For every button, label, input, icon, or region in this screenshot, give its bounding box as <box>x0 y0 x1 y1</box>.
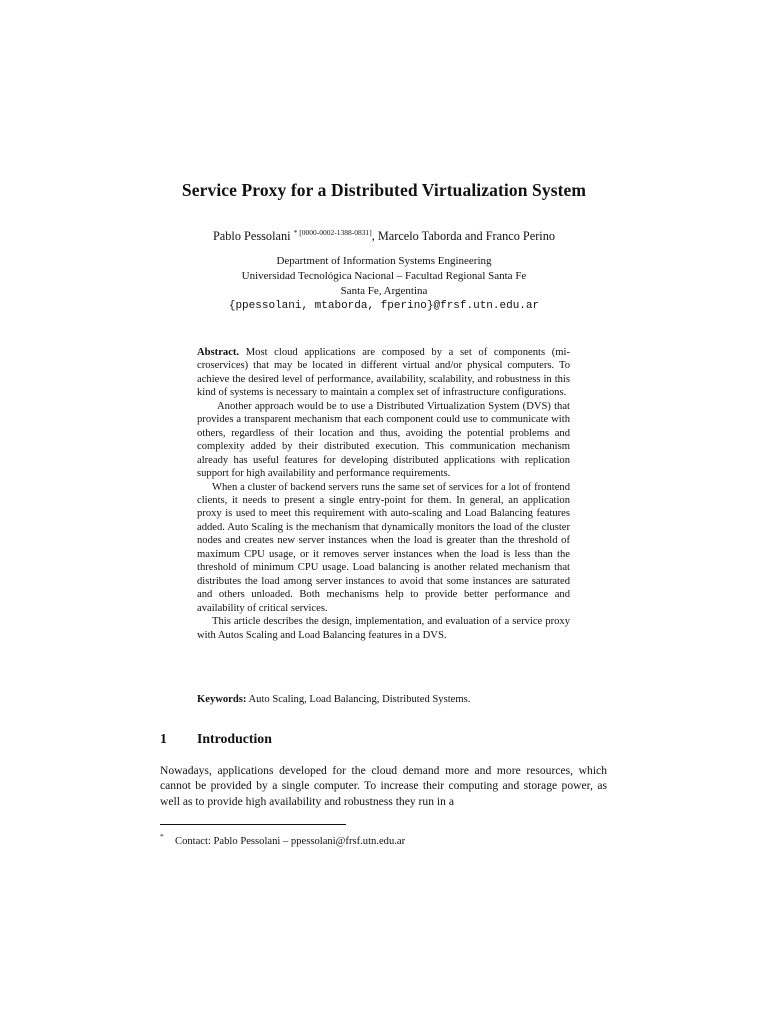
affiliation-department: Department of Information Systems Engineering <box>276 255 492 267</box>
section-number: 1 <box>160 731 167 746</box>
author-others: , Marcelo Taborda and Franco Perino <box>371 229 556 243</box>
author-emails: {ppessolani, mtaborda, fperino}@frsf.utn.edu.ar <box>228 300 540 312</box>
body-text <box>160 763 607 809</box>
abstract-paragraph-1 <box>197 346 570 400</box>
keywords-label: Keywords: <box>197 694 247 705</box>
abstract-text-1: Most cloud applications are composed by a set of components (microservices) that may be located in different virtual and/or physical computers. To achieve the desired level of performance, availability, scalability, and robustness in this kind of systems is necessary to maintain a complex set of infrastructure configurations. <box>197 347 570 399</box>
affiliation-block <box>0 254 768 314</box>
affiliation-university: Universidad Tecnológica Nacional – Facultad Regional Santa Fe <box>241 270 527 282</box>
paper-title: Service Proxy for a Distributed Virtualization System <box>181 180 587 200</box>
keywords-line <box>197 693 570 706</box>
abstract-block <box>197 346 570 642</box>
abstract-label: Abstract. <box>197 347 240 358</box>
intro-paragraph: Nowadays, applications developed for the cloud demand more and more resources, which cannot be provided by a single computer. To increase their computing and storage power, as well as to provide high availability and robustness they run in a <box>160 764 607 808</box>
author-orcid-mark: * [0000-0002-1388-0831] <box>293 228 372 237</box>
section-title: Introduction <box>197 731 272 746</box>
abstract-paragraph-4: This article describes the design, implementation, and evaluation of a service proxy with Autos Scaling and Load Balancing features in a DVS. <box>197 616 570 641</box>
abstract-paragraph-3: When a cluster of backend servers runs the same set of services for a lot of frontend clients, it needs to present a single entry-point for them. In general, an application proxy is used to meet this requirement with auto-scaling and Load Balancing features added. Auto Scaling is the mechanism that dynamically monitors the load of the cluster nodes and creates new server instances when the load is greater than the threshold of maximum CPU usage, or it removes server instances when the load is less than the threshold of minimum CPU usage. Load balancing is another related mechanism that distributes the load among server instances to avoid that some instances are saturated and others unloaded. Both mechanisms help to provide better performance and availability of critical services. <box>197 481 570 614</box>
footnote-text: Contact: Pablo Pessolani – ppessolani@frsf.utn.edu.ar <box>175 836 406 847</box>
footnote-mark: * <box>160 832 164 841</box>
abstract-paragraph-2: Another approach would be to use a Distributed Virtualization System (DVS) that provides a transparent mechanism that each component could use to communicate with others, regardless of their location and thus, avoiding the potential problems and complexity added by their distributed execution. This communication mechanism already has useful features for developing distributed applications with replication support for high availability and performance requirements. <box>197 400 570 480</box>
footnote-rule <box>160 824 346 825</box>
affiliation-city: Santa Fe, Argentina <box>340 285 428 297</box>
author-first: Pablo Pessolani <box>212 229 291 243</box>
footnote <box>160 830 405 848</box>
author-line <box>0 228 768 244</box>
keywords-text: Auto Scaling, Load Balancing, Distributed Systems. <box>246 694 471 705</box>
section-heading <box>160 731 272 747</box>
